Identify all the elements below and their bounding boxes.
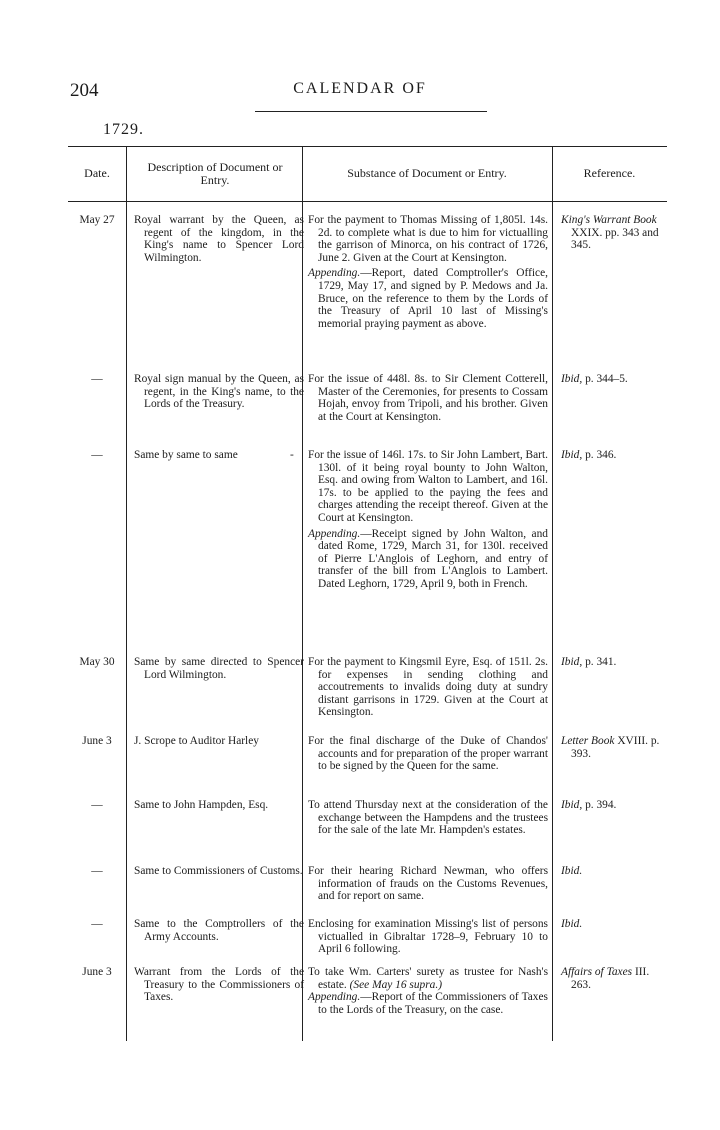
entry-date: June 3 [82,735,112,747]
entry-reference: Ibid. [561,865,583,877]
entry-reference: Ibid. [561,918,583,930]
entry-reference: Ibid, p. 346. [561,449,617,461]
entry-date: — [91,918,103,930]
entry-reference: King's Warrant Book XXIX. pp. 343 and 345. [561,214,659,252]
col-header-description: Description of Document or Entry. [147,159,283,187]
entry-description: Same by same to same - [134,449,294,461]
entry-description: Same to John Hampden, Esq. [134,799,269,811]
column-divider [302,146,303,1041]
entry-reference: Ibid, p. 394. [561,799,617,811]
entry-description: Warrant from the Lords of the Treasury to the Commissioners of Taxes. [134,966,304,1004]
col-header-date: Date. [84,166,110,180]
table-header-rule [68,201,667,202]
column-divider [126,146,127,1041]
entry-date: May 27 [79,214,115,226]
head-rule [255,111,487,112]
entry-appending: Appending.—Report of the Commissioners of Taxes to the Lords of the Treasury, on the case. [308,991,548,1016]
entry-date: — [91,865,103,877]
entry-substance: Enclosing for examination Missing's list of persons victualled in Gibraltar 1728–9, February 10 to April 6 following. [308,918,548,956]
entry-reference: Ibid, p. 341. [561,656,617,668]
entry-description: Same by same directed to Spencer Lord Wilmington. [134,656,304,681]
col-header-substance: Substance of Document or Entry. [347,166,507,180]
entry-date: May 30 [79,656,115,668]
col-header-reference: Reference. [583,166,636,180]
entry-description: J. Scrope to Auditor Harley [134,735,259,747]
entry-date: — [91,449,103,461]
entry-substance: For the payment to Thomas Missing of 1,805l. 14s. 2d. to complete what is due to him for victualling the garrison of Minorca, on his contract of 1726, June 2. Given at the Court at Kensington. [308,214,548,264]
entry-reference: Affairs of Taxes III. 263. [561,966,650,991]
entry-substance: For the payment to Kingsmil Eyre, Esq. of 151l. 2s. for expenses in sending clothing and accoutrements to invalids doing duty at sundry distant garrisons in 1729. Given at the Court at Kensington. [308,656,548,719]
year-heading: 1729. [103,121,144,138]
entry-appending: Appending.—Receipt signed by John Walton, and dated Rome, 1729, March 31, for 130l. received of Pierre L'Anglois of Leghorn, and entry of transfer of the bill from L'Anglois to Lambert. Dated Leghorn, 1729, April 9, both in French. [308,527,548,590]
entry-reference: Ibid, p. 344–5. [561,373,628,385]
page-number: 204 [70,80,99,101]
entry-description: Royal warrant by the Queen, as regent of the kingdom, in the King's name to Spencer Lord Wilmington. [134,214,304,264]
column-divider [552,146,553,1041]
entry-date: — [91,799,103,811]
entry-reference: Letter Book XVIII. p. 393. [561,735,660,760]
entry-substance: To attend Thursday next at the consideration of the exchange between the Hampdens and the trustees for the sale of the late Mr. Hampden's estates. [308,799,548,837]
running-head: CALENDAR OF [293,80,427,97]
entry-substance: For the final discharge of the Duke of Chandos' accounts and for preparation of the proper warrant to be signed by the Queen for the same. [308,735,548,773]
entry-date: June 3 [82,966,112,978]
entry-substance: For the issue of 146l. 17s. to Sir John Lambert, Bart. 130l. of it being royal bounty to John Walton, Esq. and owing from Walton to Lambert, and 16l. 17s. to be applied to the paying the fees and charges attending the receipt thereof. Given at the Court at Kensington. [308,449,548,524]
entry-appending: Appending.—Report, dated Comptroller's Office, 1729, May 17, and signed by P. Medows and Ja. Bruce, on the reference to them by the Lords of the Treasury of April 10 last of Missing's memorial praying payment as above. [308,267,548,330]
entry-substance: To take Wm. Carters' surety as trustee for Nash's estate. (See May 16 supra.) [308,966,548,991]
entry-substance: For their hearing Richard Newman, who offers information of frauds on the Customs Revenues, and for report on same. [308,865,548,903]
entry-description: Royal sign manual by the Queen, as regent, in the King's name, to the Lords of the Treasury. [134,373,304,411]
entry-substance: For the issue of 448l. 8s. to Sir Clement Cotterell, Master of the Ceremonies, for presents to Cossam Hojah, envoy from Tripoli, and his brother. Given at the Court at Kensington. [308,373,548,423]
entry-description: Same to Commissioners of Customs. [134,865,303,877]
entry-date: — [91,373,103,385]
entry-description: Same to the Comptrollers of the Army Accounts. [134,918,304,943]
